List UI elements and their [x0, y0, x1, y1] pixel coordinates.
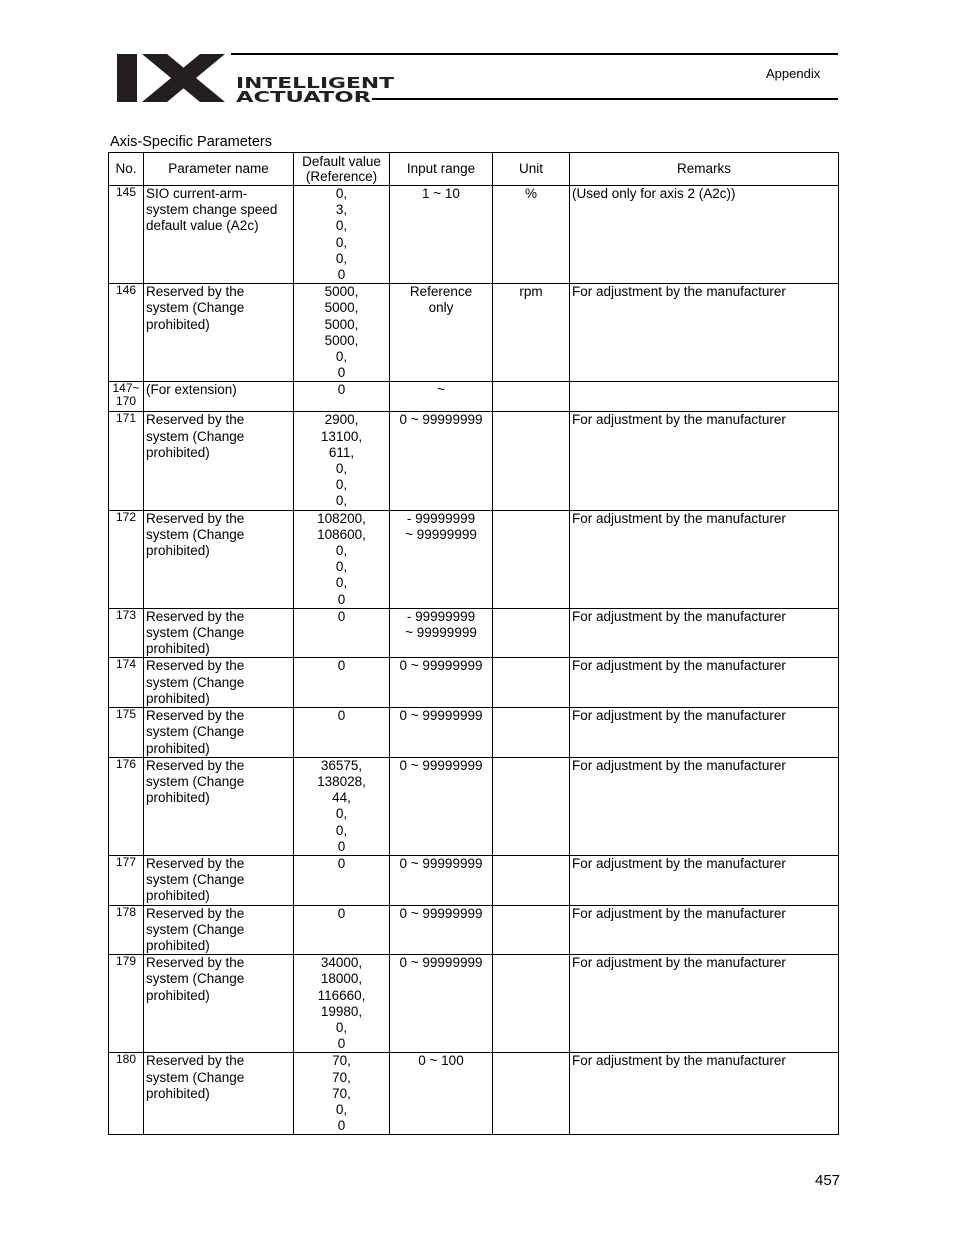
- table-row: [109, 382, 839, 412]
- cell-default-value: 5000, 5000, 5000, 5000, 0, 0: [294, 284, 390, 382]
- cell-parameter-name: Reserved by the system (Change prohibited): [144, 1053, 294, 1135]
- cell-unit: %: [493, 186, 570, 284]
- cell-default-value: 0, 3, 0, 0, 0, 0: [294, 186, 390, 284]
- cell-default-value: 2900, 13100, 611, 0, 0, 0,: [294, 412, 390, 510]
- table-header-row: [109, 153, 839, 186]
- cell-unit: [493, 708, 570, 758]
- cell-default-value: 0: [294, 855, 390, 905]
- table-row: [109, 510, 839, 608]
- cell-unit: rpm: [493, 284, 570, 382]
- cell-no: 147~ 170: [109, 382, 144, 412]
- cell-remarks: For adjustment by the manufacturer: [570, 905, 839, 955]
- cell-remarks: For adjustment by the manufacturer: [570, 412, 839, 510]
- cell-parameter-name: (For extension): [144, 382, 294, 412]
- running-header-section: Appendix: [766, 66, 821, 81]
- cell-input-range: ~: [390, 382, 493, 412]
- table-row: [109, 955, 839, 1053]
- cell-remarks: For adjustment by the manufacturer: [570, 608, 839, 658]
- table-row: [109, 1053, 839, 1135]
- header-unit: Unit: [493, 153, 570, 186]
- page-number: 457: [815, 1172, 841, 1189]
- header-input-range: Input range: [390, 153, 493, 186]
- cell-remarks: For adjustment by the manufacturer: [570, 510, 839, 608]
- cell-input-range: 0 ~ 99999999: [390, 855, 493, 905]
- cell-remarks: For adjustment by the manufacturer: [570, 757, 839, 855]
- cell-input-range: 0 ~ 99999999: [390, 955, 493, 1053]
- cell-unit: [493, 658, 570, 708]
- cell-parameter-name: Reserved by the system (Change prohibited): [144, 608, 294, 658]
- cell-parameter-name: Reserved by the system (Change prohibited): [144, 658, 294, 708]
- cell-unit: [493, 905, 570, 955]
- header-default-value: Default value (Reference): [294, 153, 390, 186]
- cell-input-range: Reference only: [390, 284, 493, 382]
- cell-unit: [493, 955, 570, 1053]
- cell-parameter-name: Reserved by the system (Change prohibited): [144, 284, 294, 382]
- table-row: [109, 658, 839, 708]
- cell-parameter-name: Reserved by the system (Change prohibited): [144, 955, 294, 1053]
- cell-remarks: For adjustment by the manufacturer: [570, 284, 839, 382]
- axis-parameters-table: [108, 152, 839, 1135]
- cell-input-range: - 99999999 ~ 99999999: [390, 608, 493, 658]
- cell-parameter-name: Reserved by the system (Change prohibited): [144, 412, 294, 510]
- table-row: [109, 186, 839, 284]
- table-row: [109, 757, 839, 855]
- cell-input-range: 1 ~ 10: [390, 186, 493, 284]
- cell-input-range: 0 ~ 99999999: [390, 658, 493, 708]
- cell-no: 177: [109, 855, 144, 905]
- cell-remarks: For adjustment by the manufacturer: [570, 708, 839, 758]
- cell-remarks: For adjustment by the manufacturer: [570, 1053, 839, 1135]
- cell-input-range: 0 ~ 100: [390, 1053, 493, 1135]
- cell-input-range: 0 ~ 99999999: [390, 905, 493, 955]
- cell-unit: [493, 608, 570, 658]
- header-remarks: Remarks: [570, 153, 839, 186]
- cell-default-value: 0: [294, 608, 390, 658]
- cell-default-value: 108200, 108600, 0, 0, 0, 0: [294, 510, 390, 608]
- intelligent-actuator-logo: [115, 52, 395, 104]
- cell-parameter-name: Reserved by the system (Change prohibited): [144, 708, 294, 758]
- cell-parameter-name: Reserved by the system (Change prohibited): [144, 510, 294, 608]
- cell-input-range: 0 ~ 99999999: [390, 757, 493, 855]
- header-rule-top: [231, 53, 838, 55]
- cell-no: 180: [109, 1053, 144, 1135]
- cell-default-value: 0: [294, 382, 390, 412]
- cell-input-range: - 99999999 ~ 99999999: [390, 510, 493, 608]
- cell-no: 171: [109, 412, 144, 510]
- cell-no: 173: [109, 608, 144, 658]
- cell-no: 146: [109, 284, 144, 382]
- cell-parameter-name: SIO current-arm- system change speed default value (A2c): [144, 186, 294, 284]
- cell-parameter-name: Reserved by the system (Change prohibited): [144, 757, 294, 855]
- cell-default-value: 70, 70, 70, 0, 0: [294, 1053, 390, 1135]
- cell-remarks: (Used only for axis 2 (A2c)): [570, 186, 839, 284]
- table-row: [109, 855, 839, 905]
- table-row: [109, 284, 839, 382]
- header-rule-bottom: [372, 98, 838, 100]
- cell-remarks: For adjustment by the manufacturer: [570, 955, 839, 1053]
- cell-default-value: 0: [294, 708, 390, 758]
- cell-parameter-name: Reserved by the system (Change prohibited): [144, 905, 294, 955]
- cell-input-range: 0 ~ 99999999: [390, 412, 493, 510]
- cell-no: 175: [109, 708, 144, 758]
- header-no: No.: [109, 153, 144, 186]
- cell-unit: [493, 757, 570, 855]
- cell-no: 179: [109, 955, 144, 1053]
- cell-default-value: 0: [294, 658, 390, 708]
- table-row: [109, 708, 839, 758]
- cell-remarks: [570, 382, 839, 412]
- logo-line-actuator: ACTUATOR: [236, 88, 372, 104]
- cell-parameter-name: Reserved by the system (Change prohibited): [144, 855, 294, 905]
- cell-unit: [493, 855, 570, 905]
- table-row: [109, 905, 839, 955]
- cell-unit: [493, 510, 570, 608]
- cell-no: 174: [109, 658, 144, 708]
- table-row: [109, 608, 839, 658]
- cell-remarks: For adjustment by the manufacturer: [570, 658, 839, 708]
- cell-input-range: 0 ~ 99999999: [390, 708, 493, 758]
- section-title: Axis-Specific Parameters: [110, 134, 272, 150]
- cell-default-value: 0: [294, 905, 390, 955]
- cell-remarks: For adjustment by the manufacturer: [570, 855, 839, 905]
- cell-unit: [493, 1053, 570, 1135]
- cell-no: 178: [109, 905, 144, 955]
- cell-unit: [493, 412, 570, 510]
- table-row: [109, 412, 839, 510]
- header-parameter-name: Parameter name: [144, 153, 294, 186]
- cell-default-value: 36575, 138028, 44, 0, 0, 0: [294, 757, 390, 855]
- cell-no: 172: [109, 510, 144, 608]
- logo-line-intelligent: INTELLIGENT: [236, 74, 395, 92]
- cell-unit: [493, 382, 570, 412]
- cell-no: 145: [109, 186, 144, 284]
- cell-no: 176: [109, 757, 144, 855]
- cell-default-value: 34000, 18000, 116660, 19980, 0, 0: [294, 955, 390, 1053]
